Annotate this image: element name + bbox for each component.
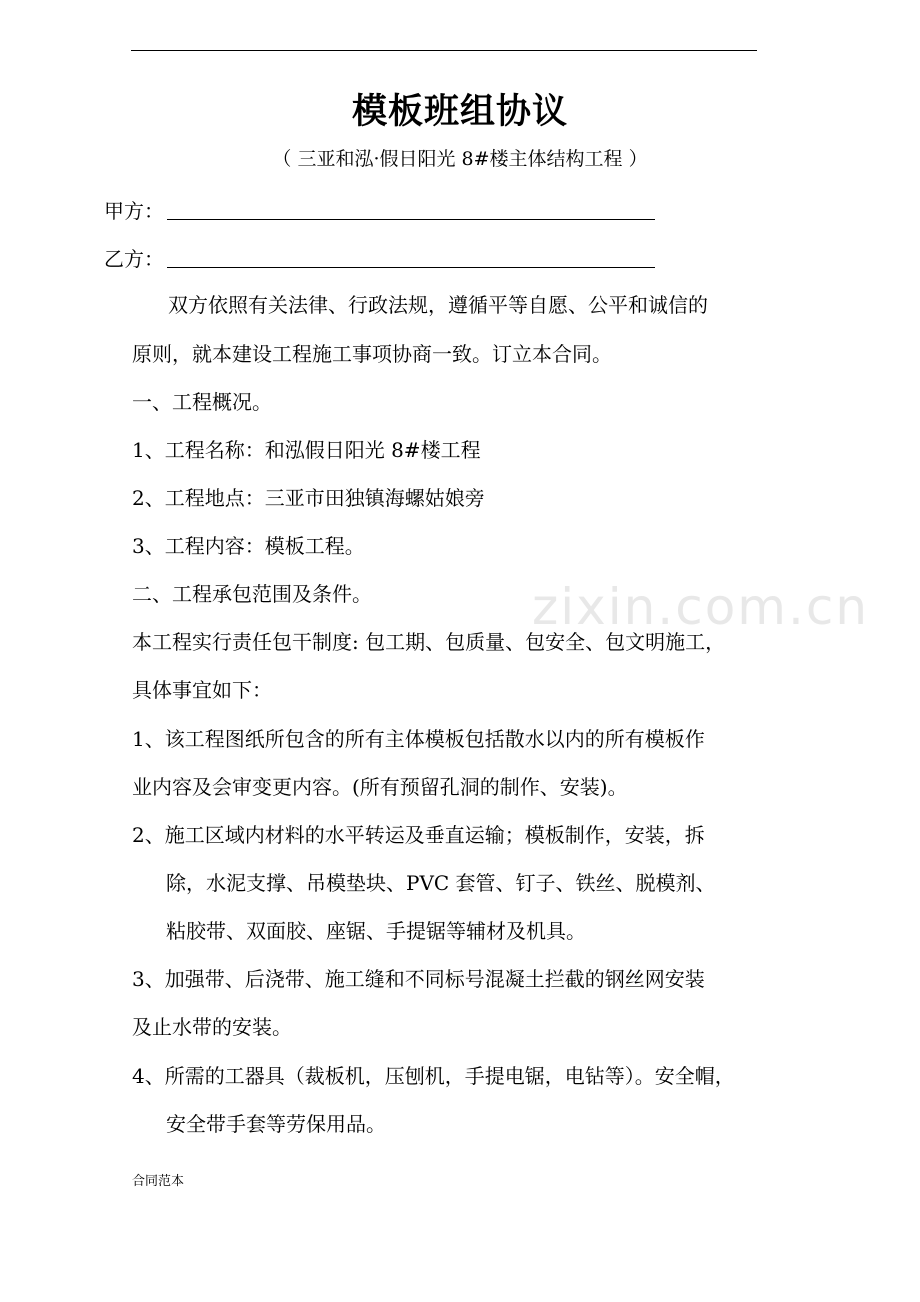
section-2-intro-line-2: 具体事宜如下： [132,678,272,702]
party-a-blank [167,219,655,220]
section-2-intro-line-1: 本工程实行责任包干制度: 包工期、包质量、包安全、包文明施工， [132,630,726,654]
watermark: zixin.com.cn [532,578,870,636]
page-footer: 合同范本 [132,1174,185,1189]
party-b-blank [167,267,655,268]
section-2-item-4-line-1: 4、所需的工器具（裁板机，压刨机，手提电锯，电钻等）。安全帽， [132,1064,735,1088]
section-2-item-1-line-1: 1、该工程图纸所包含的所有主体模板包括散水以内的所有模板作 [132,727,705,751]
section-2-item-2-line-3: 粘胶带、双面胶、座锯、手提锯等辅材及机具。 [166,919,586,943]
party-a-label: 甲方： [104,199,164,223]
section-2-item-2-line-1: 2、施工区域内材料的水平转运及垂直运输；模板制作，安装，拆 [132,823,705,847]
section-2-item-3-line-2: 及止水带的安装。 [132,1015,292,1039]
section-2-item-2-line-2: 除，水泥支撑、吊模垫块、PVC 套管、钉子、铁丝、脱模剂、 [166,871,716,895]
header-rule [131,50,757,51]
section-1-heading: 一、工程概况。 [132,390,272,414]
party-b-label: 乙方： [104,247,164,271]
section-2-item-4-line-2: 安全带手套等劳保用品。 [166,1112,386,1136]
section-1-item-1: 1、工程名称：和泓假日阳光 8#楼工程 [132,438,481,462]
preamble-line-1: 双方依照有关法律、行政法规，遵循平等自愿、公平和诚信的 [168,293,708,317]
section-1-item-2: 2、工程地点：三亚市田独镇海螺姑娘旁 [132,486,485,510]
section-1-item-3: 3、工程内容：模板工程。 [132,534,365,558]
section-2-item-3-line-1: 3、加强带、后浇带、施工缝和不同标号混凝土拦截的钢丝网安装 [132,967,705,991]
preamble-line-2: 原则，就本建设工程施工事项协商一致。订立本合同。 [132,342,612,366]
document-title: 模板班组协议 [351,91,568,132]
section-2-heading: 二、工程承包范围及条件。 [132,582,372,606]
section-2-item-1-line-2: 业内容及会审变更内容。(所有预留孔洞的制作、安装)。 [132,775,628,799]
document-subtitle: （ 三亚和泓·假日阳光 8#楼主体结构工程 ） [272,148,648,170]
